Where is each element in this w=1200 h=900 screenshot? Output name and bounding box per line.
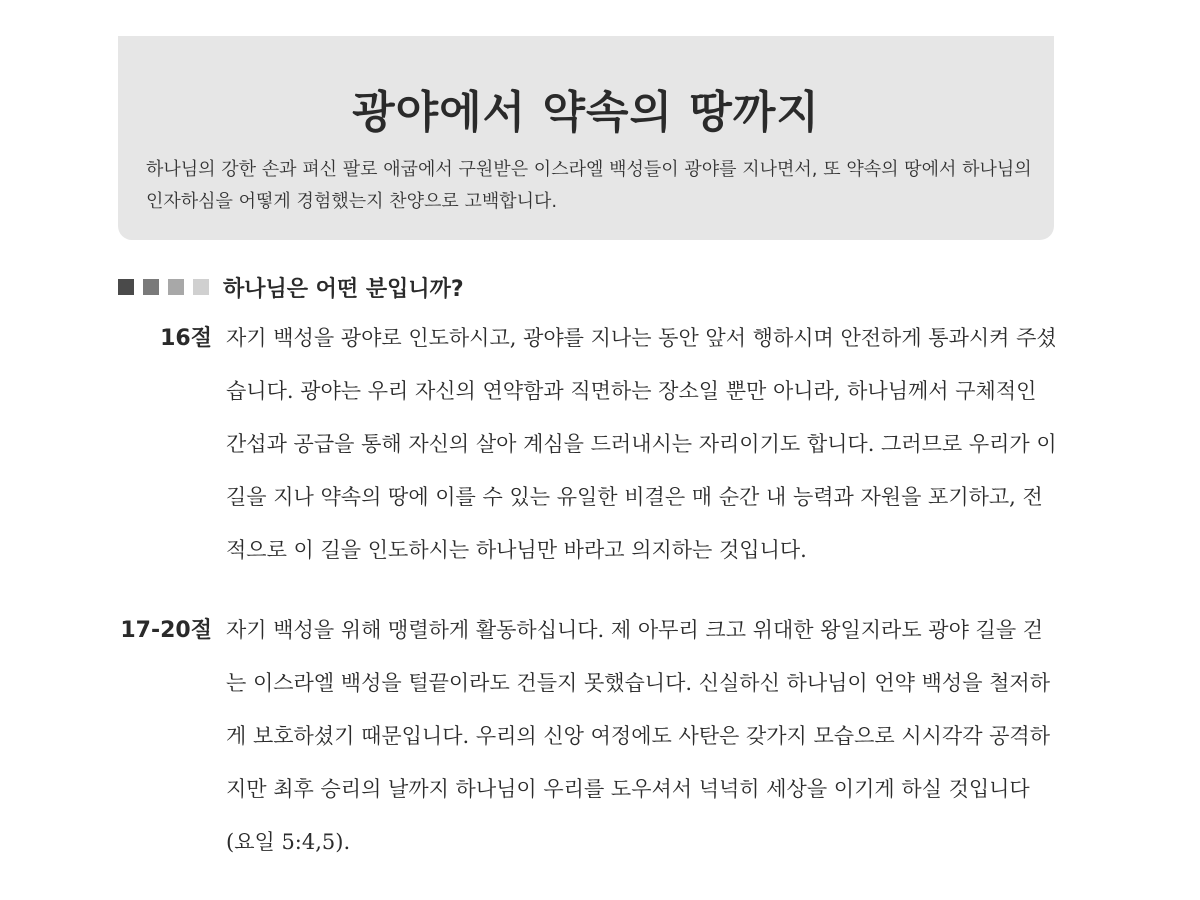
square-bullet-3 — [168, 279, 184, 295]
intro-box — [118, 36, 1054, 240]
intro-paragraph: 하나님의 강한 손과 펴신 팔로 애굽에서 구원받은 이스라엘 백성들이 광야를 지나면서, 또 약속의 땅에서 하나님의 인자하심을 어떻게 경험했는지 찬양으로 고백합니다. — [146, 159, 1032, 212]
verse-text: 자기 백성을 광야로 인도하시고, 광야를 지나는 동안 앞서 행하시며 안전하게 통과시켜 주셨습니다. 광야는 우리 자신의 연약함과 직면하는 장소일 뿐만 아니라, 하나님께서 구체적인 간섭과 공급을 통해 자신의 살아 계심을 드러내시는 자리이기도 합니다. 그러므로 우리가 이 길을 지나 약속의 땅에 이를 수 있는 유일한 비결은 매 순간 내 능력과 자원을 포기하고, 전적으로 이 길을 인도하시는 하나님만 바라고 의지하는 것입니다. — [226, 326, 1057, 562]
verse-label: 17-20절 — [120, 618, 212, 643]
bullet-squares — [118, 279, 209, 295]
verse-label: 16절 — [160, 326, 212, 351]
section-heading — [118, 270, 464, 304]
square-bullet-1 — [118, 279, 134, 295]
section-heading-text: 하나님은 어떤 분입니까? — [223, 276, 464, 302]
square-bullet-2 — [143, 279, 159, 295]
page-title: 광야에서 약속의 땅까지 — [352, 87, 820, 138]
verse-text: 자기 백성을 위해 맹렬하게 활동하십니다. 제 아무리 크고 위대한 왕일지라도 광야 길을 걷는 이스라엘 백성을 털끝이라도 건들지 못했습니다. 신실하신 하나님이 언약 백성을 철저하게 보호하셨기 때문입니다. 우리의 신앙 여정에도 사탄은 갖가지 모습으로 시시각각 공격하지만 최후 승리의 날까지 하나님이 우리를 도우셔서 넉넉히 세상을 이기게 하실 것입니다(요일 5:4,5). — [226, 618, 1051, 854]
square-bullet-4 — [193, 279, 209, 295]
